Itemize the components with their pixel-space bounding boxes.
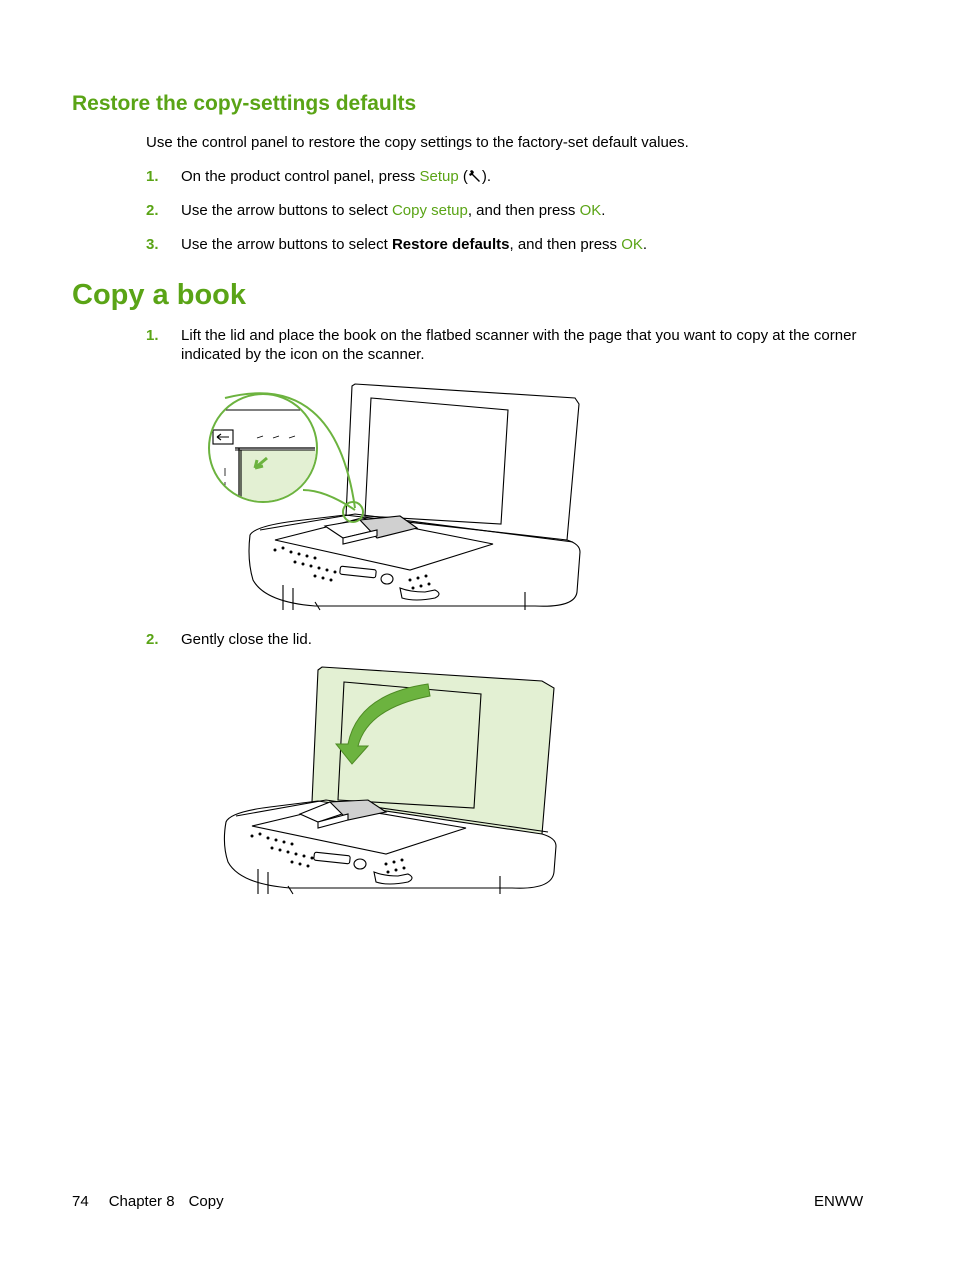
footer-right: ENWW xyxy=(814,1193,864,1210)
section-heading-copy-book: Copy a book xyxy=(72,279,247,311)
restore-defaults-keyword: Restore defaults xyxy=(391,236,510,253)
restore-step-2 xyxy=(146,201,866,220)
step-number: 2. xyxy=(146,631,159,648)
intro-paragraph: Use the control panel to restore the copy settings to the factory-set default values. xyxy=(146,134,689,151)
footer-left xyxy=(72,1193,224,1210)
ok-keyword: OK xyxy=(579,202,602,219)
step-number: 2. xyxy=(146,202,159,219)
open-scanner-illustration xyxy=(195,380,595,612)
step-text: Use the arrow buttons to select Restore defaults, and then press OK. xyxy=(181,236,648,253)
chapter-title: Copy xyxy=(188,1193,224,1210)
step-number: 3. xyxy=(146,236,159,253)
book-step-2 xyxy=(146,630,866,649)
section-heading-restore-defaults: Restore the copy-settings defaults xyxy=(72,92,417,115)
step-number: 1. xyxy=(146,327,159,344)
close-lid-illustration xyxy=(218,664,563,896)
step-number: 1. xyxy=(146,168,159,185)
step-text: Lift the lid and place the book on the flatbed scanner with the page that you want to copy at the corner indicated by the icon on the scanner. xyxy=(181,327,857,363)
step-text: On the product control panel, press Setup ( ). xyxy=(181,168,492,185)
copy-setup-keyword: Copy setup xyxy=(391,202,468,219)
step-text: Use the arrow buttons to select Copy setup, and then press OK. xyxy=(181,202,606,219)
chapter-label: Chapter 8 xyxy=(108,1193,175,1210)
ok-keyword: OK xyxy=(621,236,643,253)
page-number: 74 xyxy=(72,1193,89,1210)
wrench-icon xyxy=(468,169,482,183)
restore-step-3 xyxy=(146,235,866,254)
restore-step-1 xyxy=(146,167,866,186)
step-text: Gently close the lid. xyxy=(181,631,312,648)
book-step-1 xyxy=(146,326,866,364)
setup-keyword: Setup xyxy=(419,168,459,185)
